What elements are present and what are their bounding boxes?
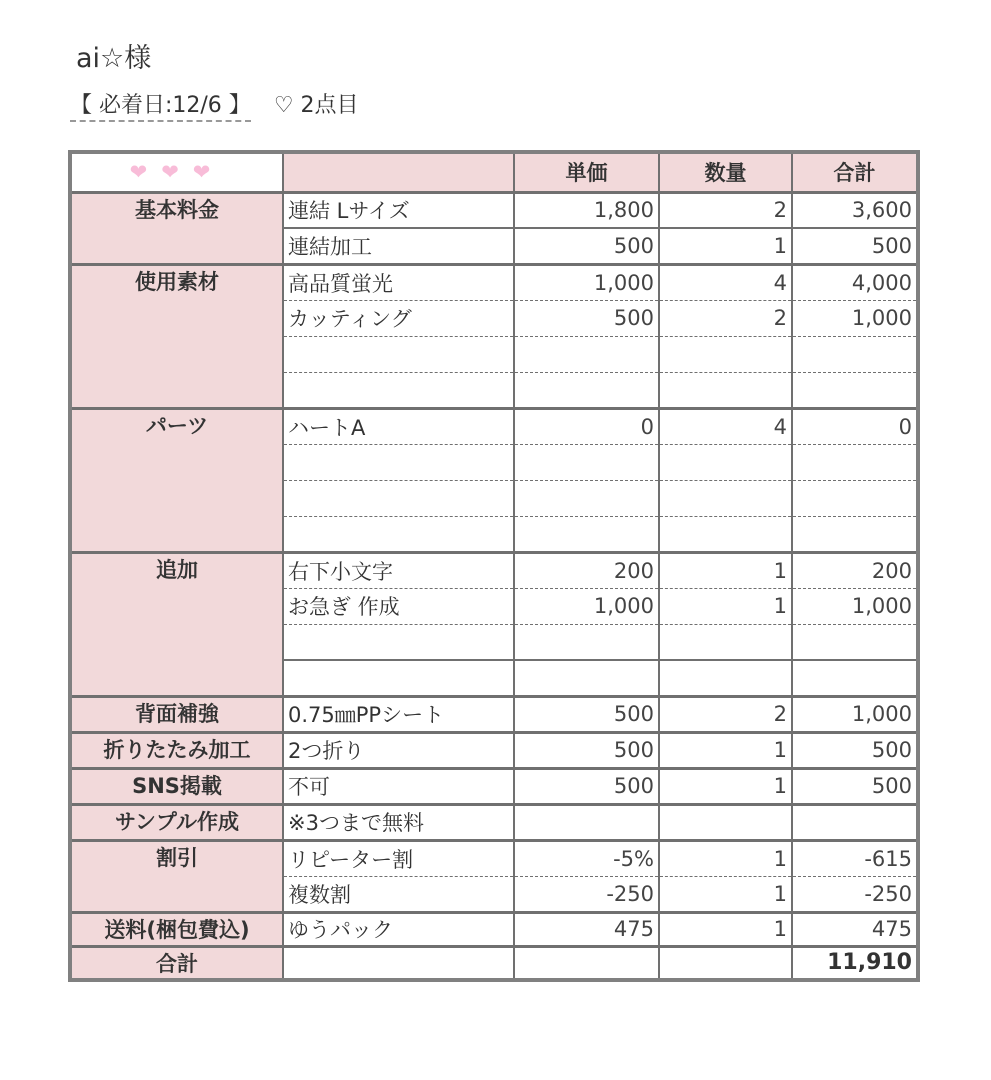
quantity-cell [659, 624, 792, 660]
item-cell: ゆうパック [283, 912, 514, 946]
due-date: 【 必着日:12/6 】 [70, 93, 251, 122]
total-cell: 3,600 [792, 192, 918, 228]
unit-price-cell [514, 804, 659, 840]
unit-price-cell: 500 [514, 732, 659, 768]
unit-price-cell [514, 946, 659, 980]
item-cell [283, 336, 514, 372]
table-row [70, 804, 918, 840]
item-cell [283, 516, 514, 552]
quantity-cell [659, 516, 792, 552]
item-cell: ハートA [283, 408, 514, 444]
item-cell [283, 946, 514, 980]
quantity-cell: 1 [659, 840, 792, 876]
customer-name: ai☆様 [76, 43, 152, 74]
item-cell: カッティング [283, 300, 514, 336]
quantity-cell: 1 [659, 876, 792, 912]
category-folding: 折りたたみ加工 [70, 732, 283, 768]
quantity-cell [659, 444, 792, 480]
item-cell: 高品質蛍光 [283, 264, 514, 300]
unit-price-cell [514, 480, 659, 516]
column-header-unit-price: 単価 [514, 152, 659, 192]
quote-table [68, 150, 920, 982]
item-cell: お急ぎ 作成 [283, 588, 514, 624]
unit-price-cell [514, 516, 659, 552]
quantity-cell [659, 372, 792, 408]
order-info [70, 88, 359, 119]
category-shipping: 送料(梱包費込) [70, 912, 283, 946]
unit-price-cell: 475 [514, 912, 659, 946]
unit-price-cell: 500 [514, 768, 659, 804]
quantity-cell [659, 946, 792, 980]
quantity-cell: 2 [659, 192, 792, 228]
item-cell [283, 660, 514, 696]
quantity-cell: 4 [659, 264, 792, 300]
quantity-cell: 1 [659, 912, 792, 946]
item-cell: リピーター割 [283, 840, 514, 876]
unit-price-cell: 0 [514, 408, 659, 444]
column-header-quantity: 数量 [659, 152, 792, 192]
total-cell: 4,000 [792, 264, 918, 300]
category-basic-fee: 基本料金 [70, 192, 283, 264]
quantity-cell: 2 [659, 696, 792, 732]
item-cell: 2つ折り [283, 732, 514, 768]
total-cell: 500 [792, 228, 918, 264]
unit-price-cell: -250 [514, 876, 659, 912]
total-cell: 1,000 [792, 696, 918, 732]
header-row [70, 152, 918, 192]
quantity-cell: 2 [659, 300, 792, 336]
total-cell: -615 [792, 840, 918, 876]
unit-price-cell [514, 624, 659, 660]
unit-price-cell: 1,000 [514, 264, 659, 300]
item-count: ♡ 2点目 [273, 93, 359, 118]
item-cell: 不可 [283, 768, 514, 804]
category-sample: サンプル作成 [70, 804, 283, 840]
unit-price-cell: 1,000 [514, 588, 659, 624]
item-cell [283, 480, 514, 516]
item-cell: ※3つまで無料 [283, 804, 514, 840]
table-row [70, 768, 918, 804]
table-row [70, 840, 918, 876]
quantity-cell: 1 [659, 732, 792, 768]
table-row [70, 408, 918, 444]
unit-price-cell [514, 372, 659, 408]
total-cell [792, 372, 918, 408]
quantity-cell: 4 [659, 408, 792, 444]
category-back-reinforcement: 背面補強 [70, 696, 283, 732]
grand-total: 11,910 [792, 946, 918, 980]
item-cell [283, 624, 514, 660]
table-row [70, 732, 918, 768]
unit-price-cell: 200 [514, 552, 659, 588]
table-row [70, 552, 918, 588]
total-row [70, 946, 918, 980]
column-header-item [283, 152, 514, 192]
category-sns: SNS掲載 [70, 768, 283, 804]
item-cell [283, 372, 514, 408]
category-parts: パーツ [70, 408, 283, 552]
table-row [70, 192, 918, 228]
total-label: 合計 [70, 946, 283, 980]
total-cell: 1,000 [792, 588, 918, 624]
total-cell: 0 [792, 408, 918, 444]
unit-price-cell [514, 336, 659, 372]
category-materials: 使用素材 [70, 264, 283, 408]
unit-price-cell: 500 [514, 300, 659, 336]
total-cell [792, 660, 918, 696]
unit-price-cell: -5% [514, 840, 659, 876]
quantity-cell [659, 804, 792, 840]
item-cell: 複数割 [283, 876, 514, 912]
quantity-cell [659, 336, 792, 372]
total-cell: 1,000 [792, 300, 918, 336]
quantity-cell: 1 [659, 228, 792, 264]
total-cell: 500 [792, 732, 918, 768]
unit-price-cell [514, 444, 659, 480]
total-cell: 500 [792, 768, 918, 804]
quantity-cell: 1 [659, 768, 792, 804]
quantity-cell [659, 660, 792, 696]
category-additions: 追加 [70, 552, 283, 696]
total-cell [792, 624, 918, 660]
total-cell [792, 804, 918, 840]
table-row [70, 264, 918, 300]
category-discount: 割引 [70, 840, 283, 912]
unit-price-cell: 500 [514, 696, 659, 732]
column-header-total: 合計 [792, 152, 918, 192]
item-cell: 0.75㎜PPシート [283, 696, 514, 732]
hearts-icon: ❤❤❤ [70, 152, 283, 192]
total-cell [792, 516, 918, 552]
quantity-cell: 1 [659, 552, 792, 588]
item-cell: 連結加工 [283, 228, 514, 264]
unit-price-cell: 1,800 [514, 192, 659, 228]
item-cell: 右下小文字 [283, 552, 514, 588]
total-cell: -250 [792, 876, 918, 912]
table-row [70, 912, 918, 946]
quantity-cell [659, 480, 792, 516]
table-row [70, 696, 918, 732]
total-cell [792, 444, 918, 480]
unit-price-cell: 500 [514, 228, 659, 264]
total-cell: 475 [792, 912, 918, 946]
quantity-cell: 1 [659, 588, 792, 624]
unit-price-cell [514, 660, 659, 696]
total-cell: 200 [792, 552, 918, 588]
item-cell [283, 444, 514, 480]
total-cell [792, 480, 918, 516]
item-cell: 連結 Lサイズ [283, 192, 514, 228]
total-cell [792, 336, 918, 372]
